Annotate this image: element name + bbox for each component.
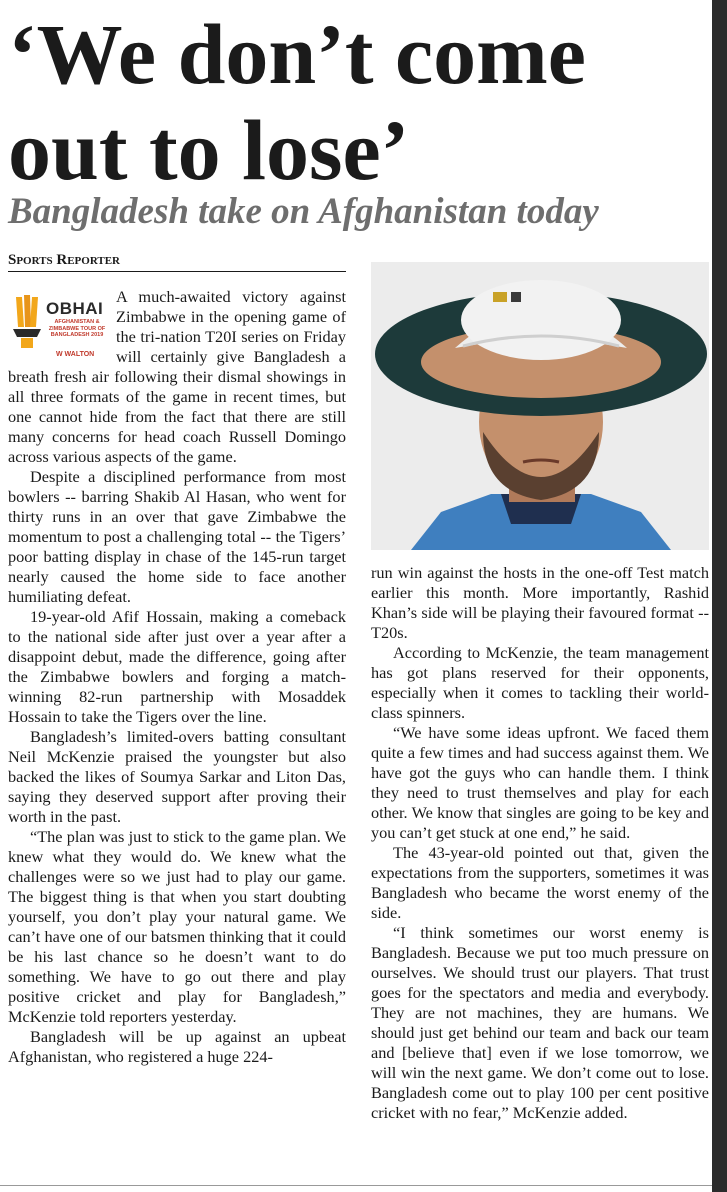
logo-brand-text: OBHAI bbox=[46, 299, 104, 318]
article-column-right bbox=[371, 563, 709, 1123]
headline-line-2: out to lose’ bbox=[8, 102, 410, 198]
paragraph: Despite a disciplined performance from most bowlers -- barring Shakib Al Hasan, who went for thirty runs in an over that gave Zimbabwe the momentum to post a challenging total -- the Tigers’ poor batting display in chase of the 145-run target nearly caused the home side to face another humiliating defeat. bbox=[8, 467, 346, 606]
page-edge bbox=[712, 0, 727, 1192]
article-column-left bbox=[8, 287, 346, 1067]
paragraph: 19-year-old Afif Hossain, making a comeback to the national side after just over a year after a disappoint debut, made the difference, going after the Zimbabwe bowlers and forging a match-winning 82-run partnership with Mosaddek Hossain to take the Tigers over the line. bbox=[8, 607, 346, 726]
paragraph: “We have some ideas upfront. We faced them quite a few times and had success against them. We have got the guys who can handle them. I think they need to trust themselves and play for each other. We know that singles are going to be key and you can’t get stuck at one end,” he said. bbox=[371, 723, 709, 842]
paragraph: The 43-year-old pointed out that, given the expectations from the supporters, sometimes it was Bangladesh who became the worst enemy of the side. bbox=[371, 843, 709, 922]
player-photo bbox=[371, 262, 709, 550]
logo-sponsor-text: W WALTON bbox=[56, 351, 95, 358]
paragraph: “I think sometimes our worst enemy is Bangladesh. Because we put too much pressure on ourselves. We should trust our players. That trust goes for the spectators and media and everybody. They are not machines, they are humans. We should just get behind our team and back our team and [believe that] even if we lose tomorrow, we will win the next game. We don’t come out to lose. Bangladesh come out to play 100 per cent positive cricket with no fear,” McKenzie added. bbox=[371, 923, 709, 1122]
subheadline: Bangladesh take on Afghanistan today bbox=[8, 191, 599, 232]
logo-event-text: AFGHANISTAN & ZIMBABWE TOUR OF BANGLADESH 2019 bbox=[48, 319, 106, 338]
paragraph: A much-awaited victory against Zimbabwe in the opening game of the tri-nation T20I series on Friday will certainly give Bangladesh a breath fresh air following their dismal showings in all three formats of the game in recent times, but one cannot hide from the fact that there are still many concerns for head coach Russell Domingo across various aspects of the game. bbox=[8, 287, 346, 466]
paragraph: run win against the hosts in the one-off Test match earlier this month. More importantly, Rashid Khan’s side will be playing their favoured format -- T20s. bbox=[371, 563, 709, 642]
paragraph: According to McKenzie, the team management has got plans reserved for their opponents, especially when it comes to tackling their world-class spinners. bbox=[371, 643, 709, 722]
headline-line-1: ‘We don’t come bbox=[8, 6, 586, 102]
trophy-logo-icon bbox=[10, 293, 44, 351]
paragraph: Bangladesh’s limited-overs batting consultant Neil McKenzie praised the youngster but also backed the likes of Soumya Sarkar and Liton Das, saying they deserved support after proving their worth in the past. bbox=[8, 727, 346, 826]
player-portrait-icon bbox=[371, 262, 709, 550]
paragraph: “The plan was just to stick to the game plan. We knew what they would do. We knew what the challenges were so we just had to play our game. The biggest thing is that when you start doubting yourself, you don’t play your natural game. We can’t have one of our batsmen thinking that it could be his last chance so he doesn’t want to do something. We have to go out there and play positive cricket and play for Bangladesh,” McKenzie told reporters yesterday. bbox=[8, 827, 346, 1026]
paragraph: Bangladesh will be up against an upbeat Afghanistan, who registered a huge 224- bbox=[8, 1027, 346, 1066]
bottom-rule bbox=[0, 1185, 712, 1186]
byline: Sports Reporter bbox=[8, 252, 346, 272]
headline bbox=[8, 6, 708, 198]
sponsor-logo bbox=[8, 289, 108, 357]
